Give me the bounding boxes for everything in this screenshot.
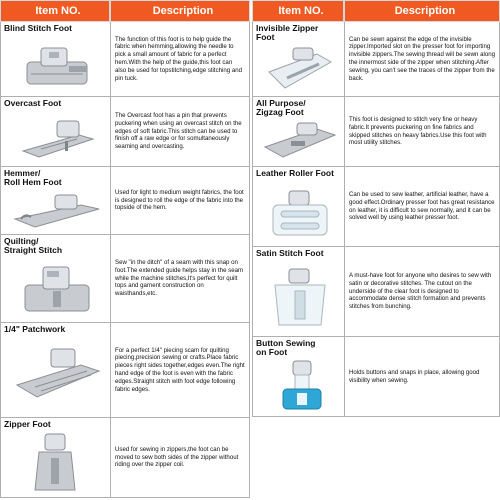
item-name: Button Sewing on Foot [256,338,316,358]
item-description: For a perfect 1/4" piecing scam for quilting piecing,precision sewing or crafts.Place fabric pieces right sides together,edges even.The right hand edge of the foot is even with the fabric edges.Straight stitch with foot edge following fabric edges. [115,346,245,393]
item-name: Invisible Zipper Foot [256,23,319,43]
invisible-zipper-foot-image [263,44,335,94]
item-description: Can be sewn against the edge of the invisible zipper.Imported slot on the presser foot for importing invisible zippers.The sewing thread will be sewn along the innermost side of the zipper when stitching.After sewing, you can't see the traces of the zipper from the back. [349,35,495,82]
table-row [252,247,500,337]
item-name: Leather Roller Foot [256,168,334,178]
item-description: Used for light to medium weight fabrics, the foot is designed to roll the edge of the fabric into the topside of the hem. [115,188,244,212]
item-name: Zipper Foot [4,419,51,429]
blind-stitch-foot-image [19,42,97,92]
table-row [0,235,250,323]
item-description: Sew "in the ditch" of a seam with this snap on foot.The extended guide helps stay in the seam while the machine stitches,It's perfect for quilt tops and garnent construction on waisthands,etc. [115,259,244,298]
item-cell [253,247,345,336]
table-row [252,97,500,167]
hemmer-foot-image [11,193,103,231]
item-name: Satin Stitch Foot [256,248,324,258]
item-cell [253,97,345,166]
item-name: Quilting/ Straight Stitch [4,236,63,256]
item-description: Holds buttons and snaps in place, allowing good visibility when sewing. [349,368,480,384]
item-description: This foot is designed to stitch very fine or heavy fabric.It prevents puckering on fine fabrics and skipped stitches on heavy fabrics.Use this foot with most utility stitches. [349,115,487,147]
table-row [0,323,250,418]
right-table [252,0,500,417]
item-cell [1,97,111,166]
right-header-row [252,0,500,22]
satin-stitch-foot-image [267,267,333,331]
item-cell [1,167,111,234]
item-cell [1,418,111,497]
header-item-no: Item NO. [0,0,110,22]
table-row [0,22,250,97]
item-description: The function of this foot is to help guide the fabric when hemming,allowing the needle to pick a small amount of fabric for a perfect hem.With the help of the guide,this foot can also be used for topstitching,edge stitching and pin tuck. [115,35,243,82]
item-name: Blind Stitch Foot [4,23,72,33]
item-name: 1/4" Patchwork [4,324,66,334]
table-row [0,167,250,235]
table-row [252,22,500,97]
quilting-foot-image [19,261,97,317]
item-cell [1,22,111,96]
overcast-foot-image [19,113,99,163]
item-description: Can be used to sew leather, artificial leather, have a good effect.Ordinary presser foot has great resistance on leather, it is difficult to sew normally, and it can be solved well by using leather presser foot. [349,190,495,222]
item-name: All Purpose/ Zigzag Foot [256,98,306,118]
item-cell [1,235,111,322]
patchwork-foot-image [11,341,103,411]
left-table [0,0,250,498]
item-description: A must-have foot for anyone who desires to sew with satin or decorative stitches. The cutout on the underside of the clear foot is designed to accommodate dense stitch formation and prevents stitches from bunching. [349,272,492,311]
item-name: Overcast Foot [4,98,62,108]
leather-roller-foot-image [267,189,333,243]
left-header-row [0,0,250,22]
table-row [0,418,250,498]
header-item-no: Item NO. [252,0,344,22]
zipper-foot-image [27,432,87,494]
table-row [0,97,250,167]
item-cell [253,22,345,96]
item-cell [1,323,111,417]
item-name: Hemmer/ Roll Hem Foot [4,168,62,188]
item-description: The Overcast foot has a pin that prevents puckering when using an overcast stitch on the edges of soft fabric.This stitch can be used to finish off a raw edge or for somultaneously seaming and overcasting. [115,112,242,151]
item-cell [253,337,345,416]
item-cell [253,167,345,246]
button-sewing-foot-image [275,359,331,415]
table-row [252,167,500,247]
header-description: Description [110,0,250,22]
zigzag-foot-image [261,121,339,161]
header-description: Description [344,0,500,22]
item-description: Used for sewing in zippers,the foot can be moved to sew both sides of the zipper without riding over the zipper coil. [115,445,239,469]
table-row [252,337,500,417]
